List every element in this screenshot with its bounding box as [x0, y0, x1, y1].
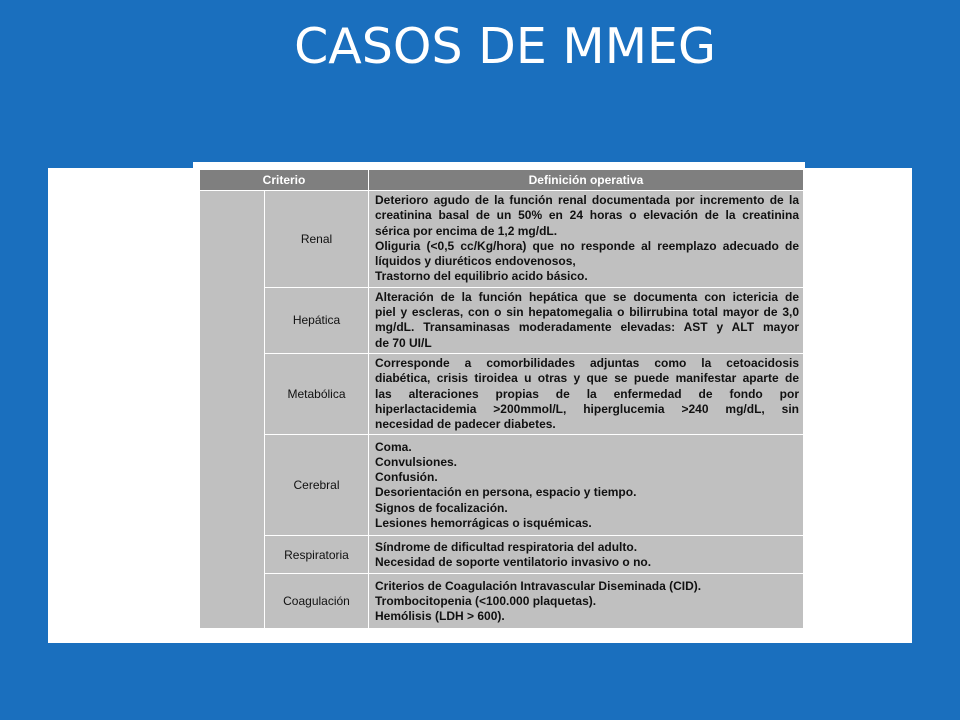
- definition-line: Hemólisis (LDH > 600).: [375, 609, 505, 624]
- definition-line: Síndrome de dificultad respiratoria del adulto.: [375, 539, 638, 554]
- definition-line: Deterioro agudo de la función renal documentada por incremento de la: [375, 193, 799, 207]
- table-row: [200, 536, 804, 574]
- definition-line: sérica por encima de 1,2 mg/dL.: [375, 223, 558, 238]
- definition-line: necesidad de padecer diabetes.: [375, 417, 556, 432]
- criterion-name: Cerebral: [265, 435, 369, 536]
- table-row: [200, 287, 804, 353]
- definition-line: Confusión.: [375, 470, 438, 485]
- criterion-name: Coagulación: [265, 574, 369, 629]
- definition-line: Trombocitopenia (<100.000 plaquetas).: [375, 593, 597, 608]
- table-row: [200, 353, 804, 434]
- definition-line: creatinina basal de un 50% en 24 horas o elevación de la creatinina: [375, 208, 799, 223]
- slide-title: CASOS DE MMEG: [294, 18, 716, 75]
- definition-line: diabética, crisis tiroidea u otras y que se puede manifestar aparte de: [375, 371, 799, 386]
- definition-line: Necesidad de soporte ventilatorio invasivo o no.: [375, 554, 652, 569]
- criterion-name: Renal: [265, 191, 369, 288]
- definition-line: Corresponde a comorbilidades adjuntas como la cetoacidosis: [375, 355, 799, 370]
- definition-line: Coma.: [375, 439, 412, 454]
- criterion-name: Respiratoria: [265, 536, 369, 574]
- criterion-definition: [369, 536, 804, 574]
- definition-line: Oliguria (<0,5 cc/Kg/hora) que no responde al reemplazo adecuado de: [375, 238, 799, 253]
- criterion-definition: [369, 574, 804, 629]
- definition-line: las alteraciones propias de la enfermedad de fondo por: [375, 386, 799, 401]
- blank-group-cell: [200, 191, 265, 629]
- table-row: [200, 435, 804, 536]
- header-criterio: Criterio: [200, 170, 369, 191]
- table-header-row: [200, 170, 804, 191]
- criterion-name: Hepática: [265, 287, 369, 353]
- definition-line: mg/dL. Transaminasas moderadamente elevadas: AST y ALT mayor: [375, 320, 799, 335]
- criterion-definition: [369, 435, 804, 536]
- header-definicion: Definición operativa: [369, 170, 804, 191]
- criteria-table: [199, 169, 804, 629]
- definition-line: Signos de focalización.: [375, 500, 508, 515]
- definition-line: Criterios de Coagulación Intravascular Diseminada (CID).: [375, 578, 702, 593]
- table-container: [193, 162, 805, 626]
- definition-line: hiperlactacidemia >200mmol/L, hiperglucemia >240 mg/dL, sin: [375, 401, 799, 416]
- criterion-definition: [369, 191, 804, 288]
- definition-line: piel y escleras, con o sin hepatomegalia o bilirrubina total mayor de 3,0: [375, 305, 799, 320]
- criterion-definition: [369, 287, 804, 353]
- definition-line: Lesiones hemorrágicas o isquémicas.: [375, 516, 592, 531]
- table-row: [200, 574, 804, 629]
- definition-line: Trastorno del equilibrio acido básico.: [375, 269, 588, 284]
- definition-line: Convulsiones.: [375, 454, 458, 469]
- definition-line: líquidos y diuréticos endovenosos,: [375, 254, 576, 269]
- criterion-definition: [369, 353, 804, 434]
- criterion-name: Metabólica: [265, 353, 369, 434]
- definition-line: Alteración de la función hepática que se documenta con ictericia de: [375, 289, 799, 304]
- definition-line: Desorientación en persona, espacio y tiempo.: [375, 485, 637, 500]
- table-row: [200, 191, 804, 288]
- definition-line: de 70 UI/L: [375, 335, 432, 350]
